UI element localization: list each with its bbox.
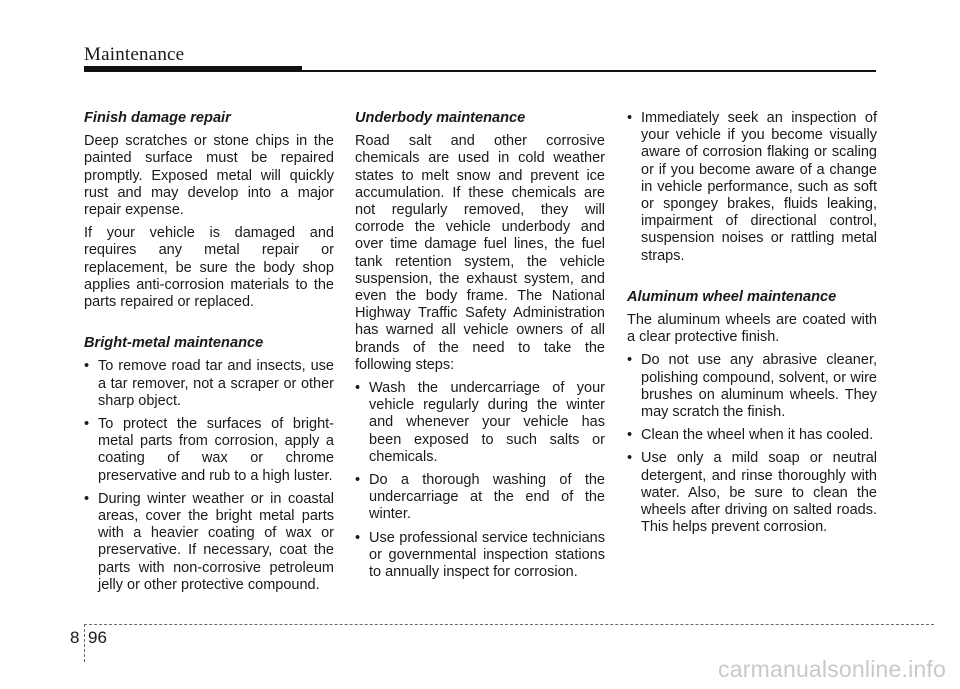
underbody-list (355, 380, 605, 581)
middle-column (355, 110, 605, 587)
list-item: • To protect the surfaces of bright-metal parts from corrosion, apply a coating of wax or chrome preservative and rub to a high luster. (84, 416, 334, 485)
section-title-aluminum-wheel: Aluminum wheel maintenance (627, 288, 837, 305)
list-item: • Use only a mild soap or neutral detergent, and rinse thoroughly with water. Also, be sure to clean the wheels after driving on salted roads. This helps prevent corrosion. (627, 450, 877, 536)
right-column (627, 110, 877, 542)
list-item: • Do a thorough washing of the undercarriage at the end of the winter. (355, 472, 605, 524)
underbody-paragraph: Road salt and other corrosive chemicals are used in cold weather states to melt snow and prevent ice accumulation. If these chemicals are not regularly removed, they will corrode the vehicle underbody and over time damage fuel lines, the fuel tank retention system, the vehicle suspension, the exhaust system, and even the body frame. The National Highway Traffic Safety Administration has warned all vehicle owners of all brands of the need to take the following steps: (355, 133, 605, 373)
list-item: • To remove road tar and insects, use a tar remover, not a scraper or other sharp object. (84, 358, 334, 410)
footer-vertical-dashed-rule (84, 624, 85, 662)
list-item: • Immediately seek an inspection of your vehicle if you become visually aware of corrosion flaking or scaling or if you become aware of a change in vehicle performance, such as soft or spongey brakes, fluids leaking, impairment of directional control, suspension noises or rattling metal straps. (627, 110, 877, 265)
finish-paragraph-1: Deep scratches or stone chips in the painted surface must be repaired promptly. Exposed metal will quickly rust and may develop into a major repair expense. (84, 133, 334, 219)
section-title-underbody: Underbody maintenance (355, 110, 526, 126)
inspection-list (627, 110, 877, 265)
chapter-number: 8 (70, 628, 80, 647)
aluminum-list (627, 352, 877, 536)
watermark-text: carmanualsonline.info (718, 656, 946, 682)
aluminum-paragraph: The aluminum wheels are coated with a clear protective finish. (627, 312, 877, 346)
list-item: • Use professional service technicians or governmental inspection stations to annually inspect for corrosion. (355, 530, 605, 582)
list-item: • Clean the wheel when it has cooled. (627, 427, 877, 444)
header-rule-thick (84, 66, 302, 72)
page-header-title: Maintenance (84, 44, 185, 65)
list-item: • During winter weather or in coastal areas, cover the bright metal parts with a heavier coating of wax or preservative. If necessary, coat the parts with non-corrosive petroleum jelly or other protective compound. (84, 491, 334, 594)
section-gap (84, 317, 334, 335)
bright-metal-list (84, 358, 334, 594)
left-column (84, 110, 334, 600)
footer-dashed-rule (84, 624, 934, 625)
finish-paragraph-2: If your vehicle is damaged and requires any metal repair or replacement, be sure the body shop applies anti-corrosion materials to the parts repaired or replaced. (84, 225, 334, 311)
section-gap (627, 271, 877, 289)
section-title-bright-metal: Bright-metal maintenance (84, 335, 264, 352)
header-rule-thin (302, 70, 876, 72)
list-item: • Do not use any abrasive cleaner, polishing compound, solvent, or wire brushes on aluminum wheels. They may scratch the finish. (627, 352, 877, 421)
list-item: • Wash the undercarriage of your vehicle regularly during the winter and whenever your vehicle has been exposed to such salts or chemicals. (355, 380, 605, 466)
section-title-finish-damage: Finish damage repair (84, 110, 231, 126)
page-number: 96 (88, 628, 107, 647)
